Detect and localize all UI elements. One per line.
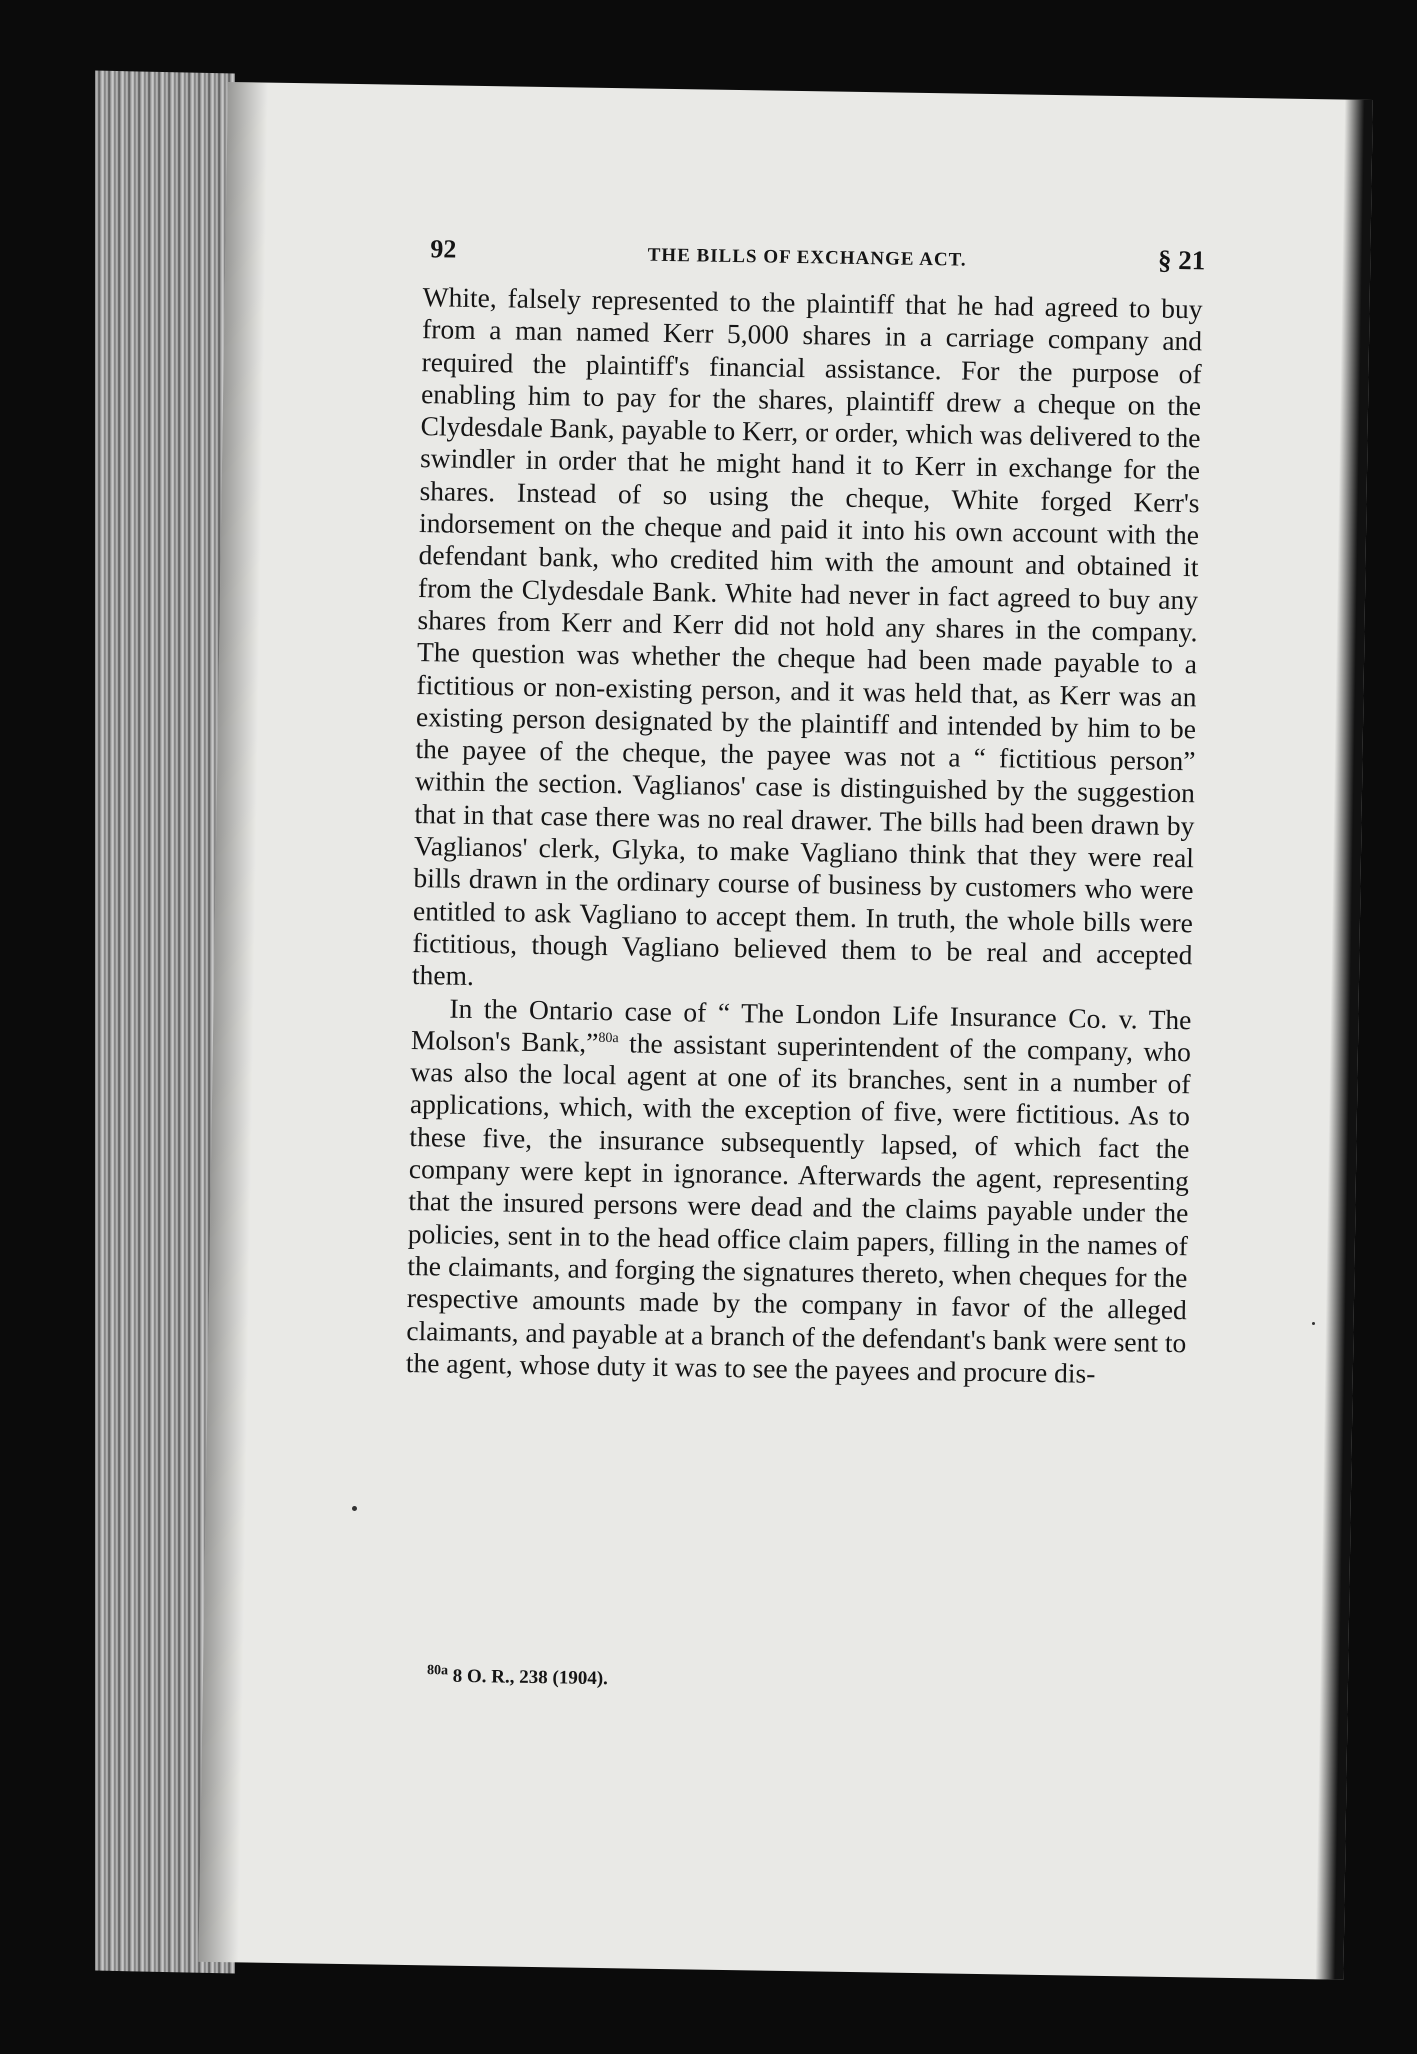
footnote-reference: 80a (598, 1030, 619, 1046)
paragraph-2-start: In the Ontario case of “ The London Life Insurance Co. v. The Molson's Bank,” (410, 992, 1192, 1058)
paragraph-2 (406, 992, 1192, 1392)
footnote (426, 1662, 609, 1690)
running-title: THE BILLS OF EXCHANGE ACT. (647, 244, 967, 271)
section-number: § 21 (1157, 244, 1206, 276)
paragraph-1: White, falsely represented to the plaintiff that he had agreed to buy from a man named Kerr 5,000 shares in a carriage company and required the plaintiff's financial assistance. For the purpose of enabling him to pay for the shares, plaintiff drew a cheque on the Clydesdale Bank, payable to Kerr, or order, which was delivered to the swindler in order that he might hand it to Kerr in exchange for the shares. Instead of so using the cheque, White forged Kerr's indorsement on the cheque and paid it into his own account with the defendant bank, who credited him with the amount and obtained it from the Clydesdale Bank. White had never in fact agreed to buy any shares from Kerr and Kerr did not hold any shares in the company. The question was whether the cheque had been made payable to a fictitious or non-existing person, and it was held that, as Kerr was an existing person designated by the plaintiff and intended by him to be the payee of the cheque, the payee was not a “ fictitious person” within the section. Vaglianos' case is distinguished by the suggestion that in that case there was no real drawer. The bills had been drawn by Vaglianos' clerk, Glyka, to make Vagliano think that they were real bills drawn in the ordinary course of business by customers who were entitled to ask Vagliano to accept them. In truth, the whole bills were fictitious, though Vagliano believed them to be real and accepted them. (411, 281, 1203, 992)
paragraph-2-rest: the assistant superintendent of the company, who was also the local agent at one of its branches, sent in a number of applications, which, with the exception of five, were fictitious. As to these five, the insurance subsequently lapsed, of which fact the company were kept in ignorance. Afterwards the agent, representing that the insured persons were dead and the claims payable under the policies, sent in to the head office claim papers, filling in the names of the claimants, and forging the signatures thereto, when cheques for the respective amounts made by the company in favor of the alleged claimants, and payable at a branch of the defendant's bank were sent to the agent, whose duty it was to see the payees and procure dis- (405, 1027, 1192, 1389)
book-page (198, 82, 1372, 1980)
body-text (406, 281, 1203, 1391)
page-edge-shadow (1315, 100, 1373, 1980)
footnote-text: 8 O. R., 238 (1904). (447, 1665, 609, 1690)
speck (1312, 1322, 1315, 1325)
footnote-marker: 80a (426, 1662, 449, 1679)
speck (352, 1506, 357, 1511)
page-number: 92 (430, 234, 457, 264)
running-header (430, 233, 1205, 276)
